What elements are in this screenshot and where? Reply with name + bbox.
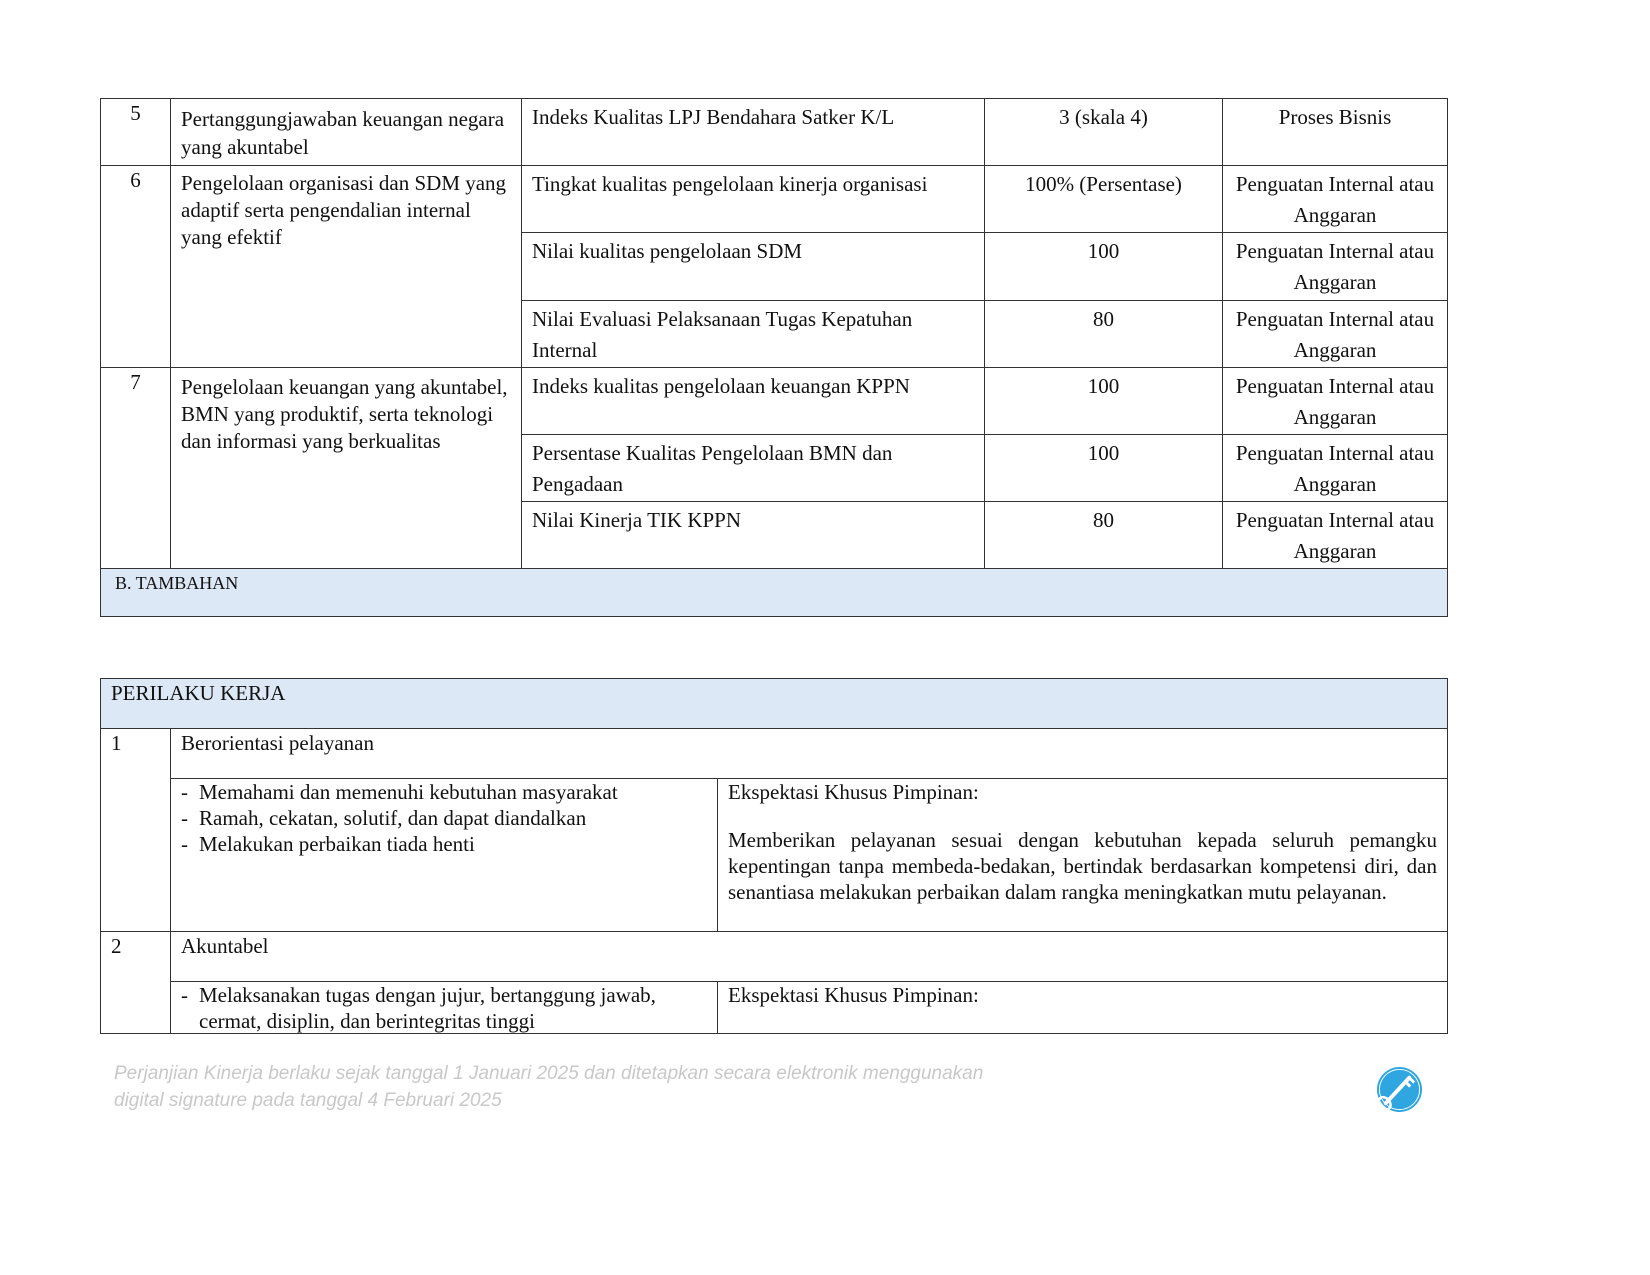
perilaku-kerja-header: PERILAKU KERJA <box>100 678 1448 729</box>
keterangan-cell: Penguatan Internal atau Anggaran <box>1222 300 1448 368</box>
ekspektasi-cell <box>717 778 1448 932</box>
row-number: 5 <box>100 98 171 166</box>
target-cell: 100 <box>984 367 1223 435</box>
indikator-cell: Nilai Evaluasi Pelaksanaan Tugas Kepatuhan Internal <box>521 300 985 368</box>
row-number: 6 <box>100 165 171 368</box>
perilaku-points <box>170 778 718 932</box>
indikator-cell: Indeks Kualitas LPJ Bendahara Satker K/L <box>521 98 985 166</box>
row-number: 7 <box>100 367 171 569</box>
keterangan-cell: Penguatan Internal atau Anggaran <box>1222 501 1448 569</box>
target-cell: 100 <box>984 434 1223 502</box>
ekspektasi-label: Ekspektasi Khusus Pimpinan: <box>728 983 979 1007</box>
digital-signature-key-icon <box>1376 1066 1423 1113</box>
ekspektasi-label: Ekspektasi Khusus Pimpinan: <box>728 780 979 804</box>
perilaku-points <box>170 981 718 1034</box>
indikator-cell: Persentase Kualitas Pengelolaan BMN dan Pengadaan <box>521 434 985 502</box>
keterangan-cell: Penguatan Internal atau Anggaran <box>1222 434 1448 502</box>
footer-line-2: digital signature pada tanggal 4 Februari 2025 <box>114 1090 502 1111</box>
point-item: - Ramah, cekatan, solutif, dan dapat diandalkan <box>181 805 707 831</box>
point-item: - Melaksanakan tugas dengan jujur, bertanggung jawab, cermat, disiplin, dan berintegritas tinggi <box>181 982 707 1034</box>
perilaku-name: Berorientasi pelayanan <box>170 728 1448 779</box>
keterangan-cell: Proses Bisnis <box>1222 98 1448 166</box>
target-cell: 80 <box>984 501 1223 569</box>
target-cell: 100 <box>984 232 1223 301</box>
indikator-cell: Tingkat kualitas pengelolaan kinerja organisasi <box>521 165 985 233</box>
sasaran-cell: Pengelolaan keuangan yang akuntabel, BMN yang produktif, serta teknologi dan informasi yang berkualitas <box>170 367 522 569</box>
target-cell: 80 <box>984 300 1223 368</box>
point-item: - Melakukan perbaikan tiada henti <box>181 831 707 857</box>
point-item: - Memahami dan memenuhi kebutuhan masyarakat <box>181 779 707 805</box>
ekspektasi-text: Memberikan pelayanan sesuai dengan kebutuhan kepada seluruh pemangku kepentingan tanpa membeda-bedakan, bertindak berdasarkan kompetensi diri, dan senantiasa melakukan perbaikan dalam rangka meningkatkan mutu pelayanan. <box>728 828 1437 904</box>
target-cell: 100% (Persentase) <box>984 165 1223 233</box>
row-number: 2 <box>100 931 171 1034</box>
target-cell: 3 (skala 4) <box>984 98 1223 166</box>
footer-line-1: Perjanjian Kinerja berlaku sejak tanggal 1 Januari 2025 dan ditetapkan secara elektronik menggunakan <box>114 1063 984 1084</box>
sasaran-cell: Pengelolaan organisasi dan SDM yang adaptif serta pengendalian internal yang efektif <box>170 165 522 368</box>
ekspektasi-cell <box>717 981 1448 1034</box>
row-number: 1 <box>100 728 171 932</box>
sasaran-cell: Pertanggungjawaban keuangan negara yang akuntabel <box>170 98 522 166</box>
indikator-cell: Nilai Kinerja TIK KPPN <box>521 501 985 569</box>
keterangan-cell: Penguatan Internal atau Anggaran <box>1222 165 1448 233</box>
keterangan-cell: Penguatan Internal atau Anggaran <box>1222 367 1448 435</box>
perilaku-name: Akuntabel <box>170 931 1448 982</box>
keterangan-cell: Penguatan Internal atau Anggaran <box>1222 232 1448 301</box>
indikator-cell: Nilai kualitas pengelolaan SDM <box>521 232 985 301</box>
section-b-header: B. TAMBAHAN <box>100 568 1448 617</box>
indikator-cell: Indeks kualitas pengelolaan keuangan KPPN <box>521 367 985 435</box>
